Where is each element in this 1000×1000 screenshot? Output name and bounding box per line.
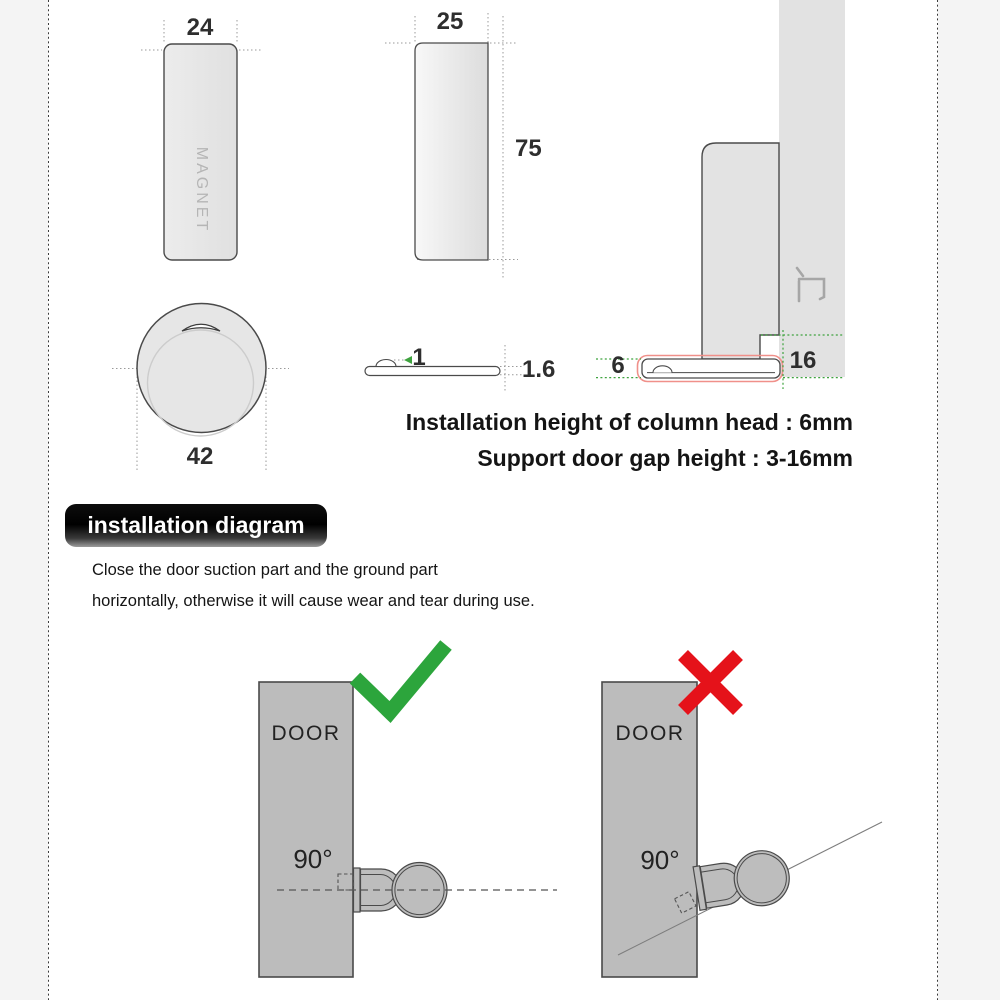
- dim-24: 24: [186, 14, 214, 41]
- check-icon: [355, 645, 446, 712]
- suction-column: [702, 143, 779, 359]
- floor-plate-side-view: [365, 356, 500, 376]
- magnet-body-label: MAGNET: [193, 146, 210, 234]
- dim-42: 42: [186, 443, 214, 470]
- caption: [406, 405, 853, 476]
- tilted-hardware: [692, 847, 793, 916]
- round-base-top-view: [137, 304, 266, 437]
- dim-1: 1: [412, 344, 426, 371]
- dim-75: 75: [515, 135, 542, 162]
- correct-installation: [259, 645, 557, 977]
- door-panel: [779, 0, 845, 377]
- caption-line-2: Support door gap height : 3-16mm: [477, 444, 853, 471]
- ball-head: [730, 847, 793, 910]
- angle-label-incorrect: 90°: [640, 845, 680, 875]
- note-line-2: horizontally, otherwise it will cause wear and tear during use.: [92, 592, 535, 610]
- magnet-side-view: [415, 43, 488, 260]
- door-label-correct: DOOR: [271, 722, 341, 745]
- incorrect-installation: [602, 655, 882, 977]
- door-label-incorrect: DOOR: [615, 722, 685, 745]
- dim-16: 16: [789, 347, 817, 374]
- section-badge: installation diagram: [65, 504, 327, 547]
- dim-25: 25: [436, 8, 464, 35]
- dim-1-6: 1.6: [522, 356, 556, 383]
- green-arrow-icon: [404, 356, 412, 364]
- note-line-1: Close the door suction part and the ground part: [92, 561, 438, 579]
- cross-section: [596, 0, 845, 389]
- plate-bump: [376, 360, 396, 367]
- angle-label-correct: 90°: [293, 844, 333, 874]
- caption-line-1: Installation height of column head : 6mm: [405, 409, 853, 435]
- install-note: [92, 555, 535, 617]
- dim-6: 6: [611, 352, 625, 379]
